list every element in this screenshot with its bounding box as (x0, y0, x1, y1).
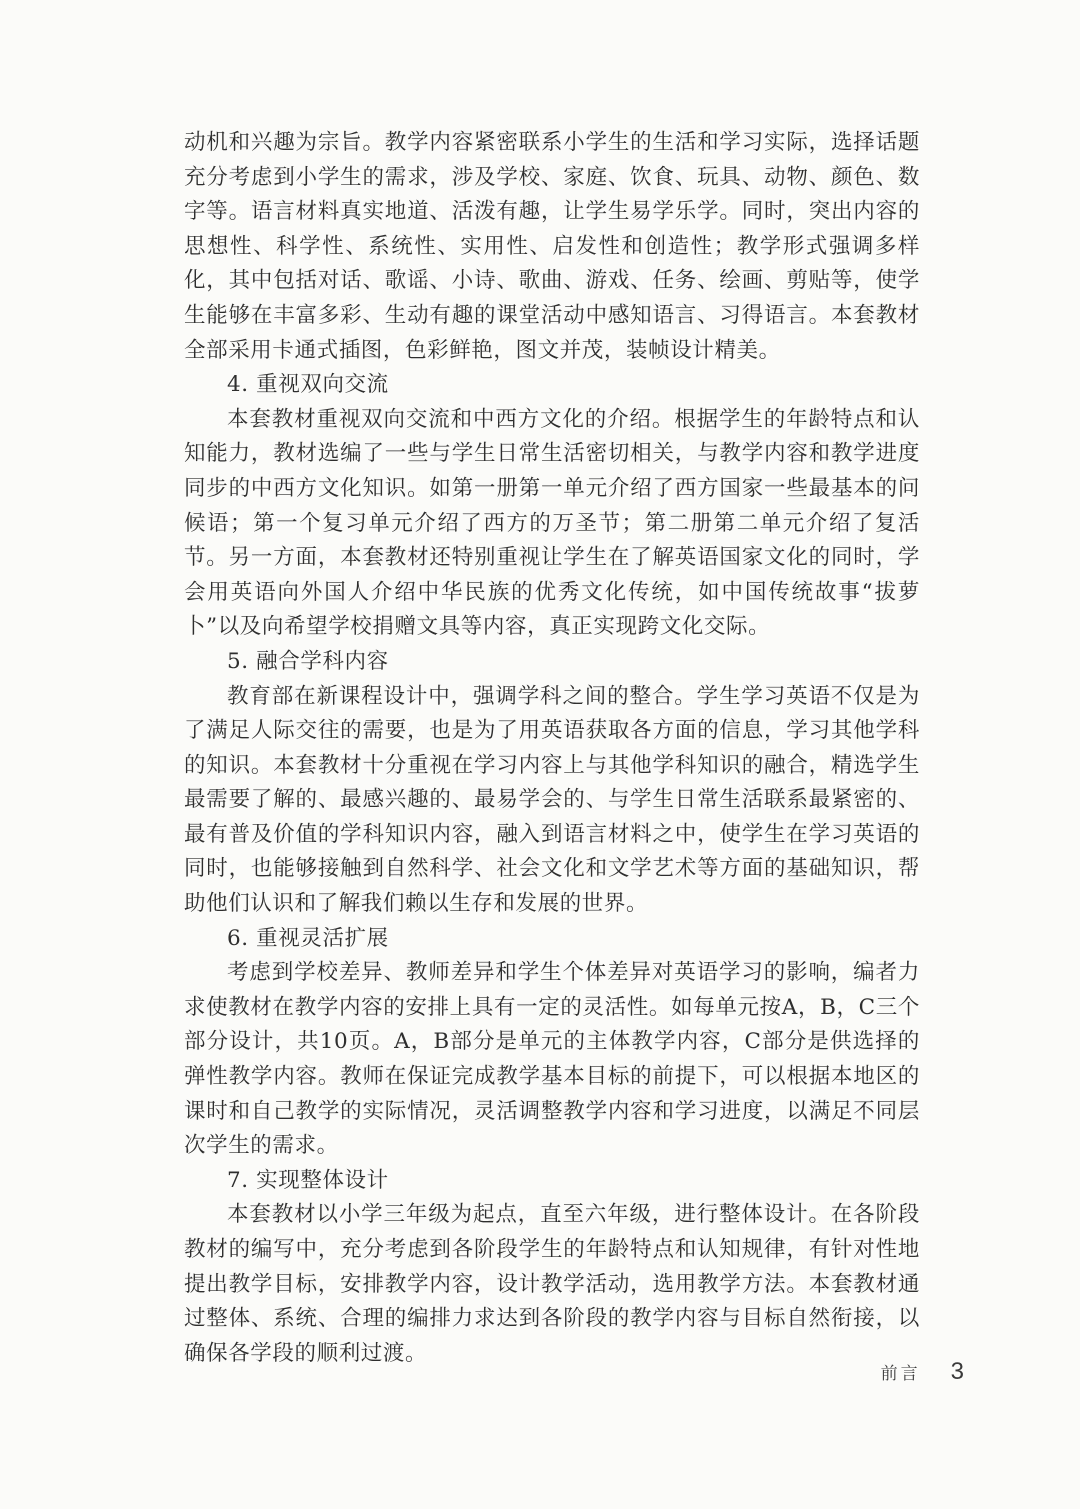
footer-section-label: 前言 (880, 1364, 921, 1384)
section-body-4: 本套教材重视双向交流和中西方文化的介绍。根据学生的年龄特点和认知能力，教材选编了一些与学生日常生活密切相关，与教学内容和教学进度同步的中西方文化知识。如第一册第一单元介绍了西方国家一些最基本的问候语；第一个复习单元介绍了西方的万圣节；第二册第二单元介绍了复活节。另一方面，本套教材还特别重视让学生在了解英语国家文化的同时，学会用英语向外国人介绍中华民族的优秀文化传统，如中国传统故事“拔萝卜”以及向希望学校捐赠文具等内容，真正实现跨文化交际。 (184, 406, 920, 640)
body-text (184, 126, 920, 1371)
section-body-7: 本套教材以小学三年级为起点，直至六年级，进行整体设计。在各阶段教材的编写中，充分考虑到各阶段学生的年龄特点和认知规律，有针对性地提出教学目标，安排教学内容，设计教学活动，选用教学方法。本套教材通过整体、系统、合理的编排力求达到各阶段的教学内容与目标自然衔接，以确保各学段的顺利过渡。 (184, 1202, 920, 1366)
page-footer (881, 1358, 964, 1386)
section-heading-4: 4. 重视双向交流 (227, 372, 389, 398)
section-body-5: 教育部在新课程设计中，强调学科之间的整合。学生学习英语不仅是为了满足人际交往的需要，也是为了用英语获取各方面的信息，学习其他学科的知识。本套教材十分重视在学习内容上与其他学科知识的融合，精选学生最需要了解的、最感兴趣的、最易学会的、与学生日常生活联系最紧密的、最有普及价值的学科知识内容，融入到语言材料之中，使学生在学习英语的同时，也能够接触到自然科学、社会文化和文学艺术等方面的基础知识，帮助他们认识和了解我们赖以生存和发展的世界。 (184, 683, 920, 917)
section-body-6: 考虑到学校差异、教师差异和学生个体差异对英语学习的影响，编者力求使教材在教学内容的安排上具有一定的灵活性。如每单元按A，B，C三个部分设计，共10页。A，B部分是单元的主体教学内容，C部分是供选择的弹性教学内容。教师在保证完成教学基本目标的前提下，可以根据本地区的课时和自己教学的实际情况，灵活调整教学内容和学习进度，以满足不同层次学生的需求。 (184, 960, 920, 1159)
section-heading-7: 7. 实现整体设计 (227, 1167, 389, 1193)
page-number: 3 (950, 1358, 964, 1385)
section-heading-5: 5. 融合学科内容 (227, 648, 389, 674)
section-heading-6: 6. 重视灵活扩展 (227, 925, 389, 951)
intro-paragraph: 动机和兴趣为宗旨。教学内容紧密联系小学生的生活和学习实际，选择话题充分考虑到小学生的需求，涉及学校、家庭、饮食、玩具、动物、颜色、数字等。语言材料真实地道、活泼有趣，让学生易学乐学。同时，突出内容的思想性、科学性、系统性、实用性、启发性和创造性；教学形式强调多样化，其中包括对话、歌谣、小诗、歌曲、游戏、任务、绘画、剪贴等，使学生能够在丰富多彩、生动有趣的课堂活动中感知语言、习得语言。本套教材全部采用卡通式插图，色彩鲜艳，图文并茂，装帧设计精美。 (184, 130, 920, 363)
